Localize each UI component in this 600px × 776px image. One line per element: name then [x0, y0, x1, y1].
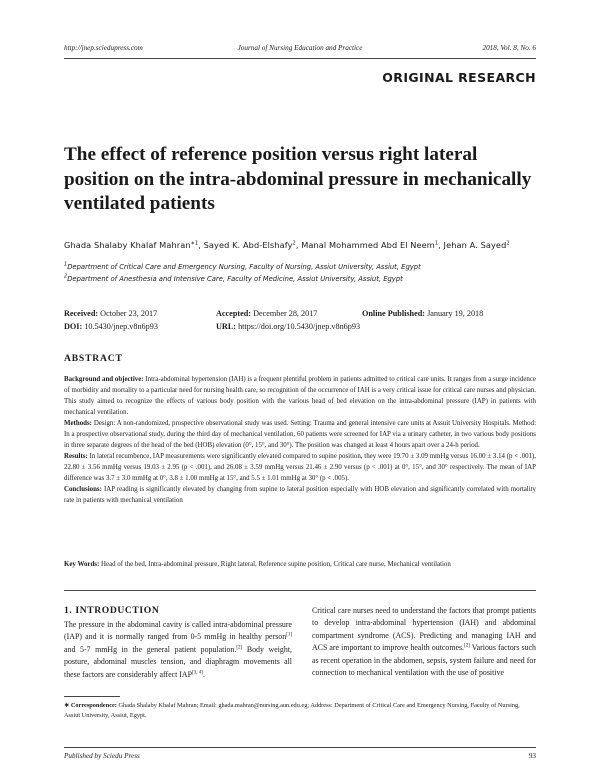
intro-left-column: [64, 619, 292, 681]
introduction-heading: 1. INTRODUCTION: [64, 605, 160, 616]
journal-url[interactable]: http://jnep.sciedupress.com: [64, 44, 143, 52]
running-header: [64, 44, 536, 56]
footnote-text: Ghada Shalaby Khalaf Mahran; Email: ghada.mahran@nursing.aun.edu.eg; Address: Department of Critical Care and Emergency Nursing, Faculty of Nursing, Assiut University, Assiut, Egypt.: [64, 702, 520, 719]
received-date: [64, 309, 157, 318]
footnote-divider: [64, 696, 120, 697]
author-3: , Manal Mohammed Abd El Neem: [295, 240, 435, 250]
author-list: [64, 240, 544, 250]
intro-text-3: Body weight, posture, abdominal muscles tension, and diaphragm movements all these factors are considerably affect IAP: [64, 644, 292, 679]
accepted-value: December 28, 2017: [253, 309, 318, 318]
intro-text-2: and 5-7 mmHg in the general patient population.: [64, 644, 237, 654]
results-text: In lateral recumbence, IAP measurements were significantly elevated compared to supine position, they were 19.70 ± 3.09 mmHg versus 16.00 ± 3.14 (p < .001), 22.80 ± 3.56 mmHg versus 19.03 ± 2.95 (p < .001), and 26.08 ± 3.59 mmHg versus 21.46 ± 2.90 versus (p < .001) at 0°, 15°, and 30° respectively. The mean of IAP difference was 3.7 ± 3.0 mmHg at 0°, 3.8 ± 1.00 mmHg at 15°, and 5.5 ± 1.01 mmHg at 30° (p < .005).: [64, 453, 536, 482]
affiliation-2-text: Department of Anesthesia and Intensive Care, Faculty of Medicine, Assiut University, Assiut, Egypt: [67, 275, 403, 283]
citation-2[interactable]: [2]: [236, 645, 243, 651]
background-text: Intra-abdominal hypertension (IAH) is a frequent plentiful problem in patients admitted to critical care units. It ranges from a surge incidence of morbidity and mortality to a particular need for nursing health care, so recognition of the occurrence of IAH is a very critical issue for critical care nurses and physician. This study aimed to recognize the effects of various body position with the various head of bed elevation on the intra-abdominal pressure (IAP) in patients with mechanical ventilation.: [64, 376, 536, 416]
url-link[interactable]: https://doi.org/10.5430/jnep.v8n6p93: [238, 322, 361, 331]
author-1: Ghada Shalaby Khalaf Mahran: [64, 240, 191, 250]
affiliation-1: [64, 263, 544, 271]
intro-text-1: The pressure in the abdominal cavity is called intra-abdominal pressure (IAP) and it is normally ranged from 0-5 mmHg in healthy person: [64, 620, 292, 642]
header-divider: [64, 58, 536, 59]
online-label: Online Published:: [362, 309, 426, 318]
affiliation-1-text: Department of Critical Care and Emergency Nursing, Faculty of Nursing, Assiut University, Assiut, Egypt: [67, 263, 421, 271]
keywords-text: Head of the bed, Intra-abdominal pressure, Right lateral, Reference supine position, Critical care nurse, Mechanical ventilation: [101, 561, 451, 568]
affiliation-1-number: 1: [64, 261, 68, 268]
keywords-divider: [64, 590, 536, 591]
author-2-mark: 2: [292, 240, 296, 247]
volume-info: 2018, Vol. 8, No. 6: [482, 44, 536, 52]
received-value: October 23, 2017: [100, 309, 158, 318]
page-number: 93: [528, 752, 536, 760]
conclusions-text: IAP reading is significantly elevated by changing from supine to lateral position especially with HOB elevation and significantly correlated with mortality rate in patients with mechanical ventilation: [64, 486, 536, 504]
abstract-body: [64, 374, 536, 506]
methods-text: Design: A non-randomized, prospective observational study was used. Setting: Trauma and general intensive care units at Assuit University Hospitals. Method: In a prospective observational study, during the third day of mechanical ventilation, 60 patients were screened for IAP via a urinary catheter, in two various body positions in three separate degrees of the head of the bed (HOB) elevation (0°, 15°, and 30°). The position was changed at least 4 hours apart over a 24-h period.: [64, 420, 536, 449]
citation-1[interactable]: [1]: [286, 632, 292, 638]
abstract-methods: [64, 418, 536, 451]
section-label: ORIGINAL RESEARCH: [382, 70, 536, 85]
intro-right-column: [312, 605, 536, 679]
abstract-heading: ABSTRACT: [64, 353, 123, 364]
author-1-mark: ∗1: [190, 240, 199, 247]
abstract-conclusions: [64, 484, 536, 506]
article-title: The effect of reference position versus right lateral position on the intra-abdominal pressure in mechanically ventilated patients: [64, 144, 532, 214]
journal-name: Journal of Nursing Education and Practice: [237, 44, 363, 52]
keywords: [64, 559, 536, 570]
affiliation-2: [64, 275, 544, 283]
keywords-label: Key Words:: [64, 561, 100, 568]
accepted-date: [216, 309, 317, 318]
intro-right-text-2: Various factors such as recent operation in the abdomen, sepsis, system failure and need for connection to mechanical ventilation with the use of positive: [312, 643, 536, 678]
intro-text-4: .: [202, 669, 205, 679]
author-4: , Jehan A. Sayed: [438, 240, 507, 250]
online-date: [362, 309, 483, 318]
correspondence-footnote: [64, 701, 536, 721]
affiliation-2-number: 2: [64, 273, 68, 280]
background-label: Background and objective:: [64, 376, 144, 383]
author-2: , Sayed K. Abd-Elshafy: [198, 240, 293, 250]
doi-url: [216, 322, 360, 331]
conclusions-label: Conclusions:: [64, 486, 102, 493]
results-label: Results:: [64, 453, 88, 460]
footer-divider: [64, 747, 536, 748]
author-4-mark: 2: [506, 240, 510, 247]
author-3-mark: 1: [434, 240, 439, 247]
doi-label: DOI:: [64, 322, 83, 331]
doi: [64, 322, 158, 331]
citation-4[interactable]: [2]: [464, 643, 470, 649]
url-label: URL:: [216, 322, 237, 331]
doi-value[interactable]: 10.5430/jnep.v8n6p93: [84, 322, 158, 331]
received-label: Received:: [64, 309, 99, 318]
abstract-results: [64, 451, 536, 484]
accepted-label: Accepted:: [216, 309, 252, 318]
methods-label: Methods:: [64, 420, 92, 427]
intro-right-text-1: Critical care nurses need to understand the factors that prompt patients to develop intra-abdominal hypertension (IAH) and abdominal compartment syndrome (ACS). Predicting and managing IAH and ACS are important to improve health outcomes.: [312, 606, 536, 653]
online-value: January 19, 2018: [427, 309, 484, 318]
citation-3[interactable]: [3, 4]: [192, 670, 203, 675]
footnote-label: ∗ Correspondence:: [64, 702, 117, 709]
abstract-background: [64, 374, 536, 418]
publisher-footer: Published by Sciedu Press: [64, 752, 140, 760]
